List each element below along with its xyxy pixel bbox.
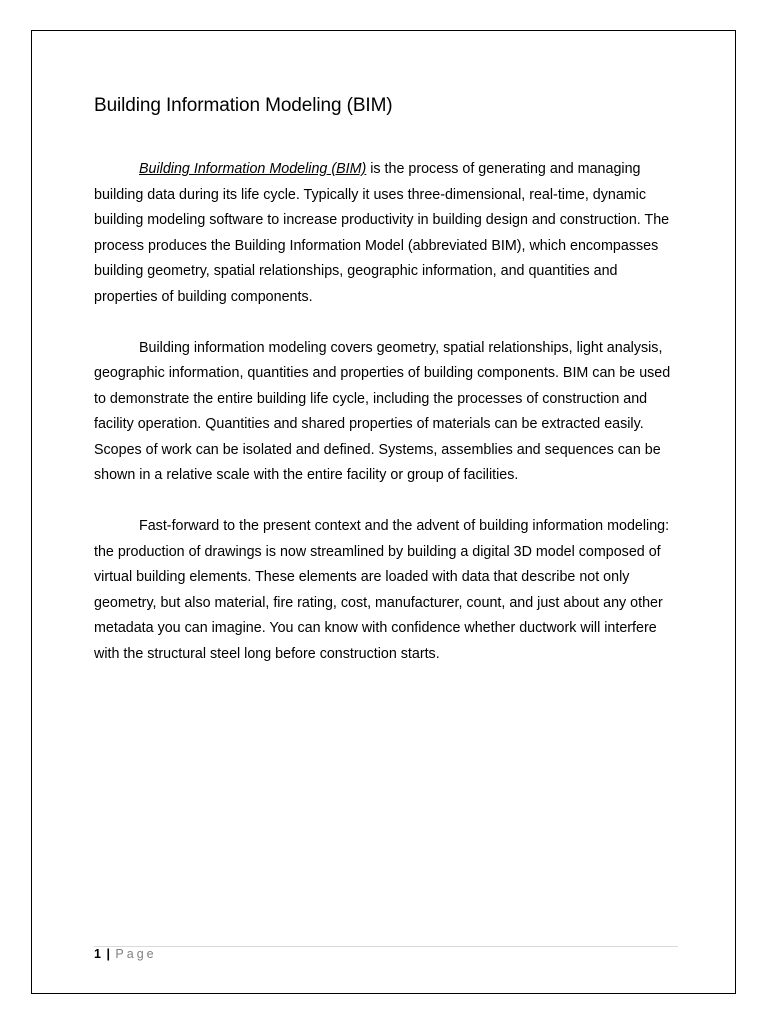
footer-separator: |: [106, 947, 110, 961]
paragraph-3: Fast-forward to the present context and the advent of building information modeling: the production of drawings is now streamlined by building a digital 3D model composed of virtual building elements. These elements are loaded with data that describe not only geometry, but also material, fire rating, cost, manufacturer, count, and just about any other metadata you can imagine. You can know with confidence whether ductwork will interfere with the structural steel long before construction starts.: [94, 518, 670, 662]
paragraph-1-text: is the process of generating and managing building data during its life cycle. Typically it uses three-dimensional, real-time, dynamic building modeling software to increase productivity in building design and construction. The process produces the Building Information Model (abbreviated BIM), which encompasses building geometry, spatial relationships, geographic information, and quantities and properties of building components.: [94, 161, 670, 305]
document-heading: Building Information Modeling (BIM): [94, 95, 393, 116]
paragraph-1: [94, 157, 684, 310]
page-footer: [94, 947, 157, 961]
page-frame: [31, 30, 736, 994]
document-body: [94, 157, 684, 693]
page-number: 1: [94, 947, 101, 961]
paragraph-2: Building information modeling covers geometry, spatial relationships, light analysis, geographic information, quantities and properties of building components. BIM can be used to demonstrate the entire building life cycle, including the processes of construction and facility operation. Quantities and shared properties of materials can be extracted easily. Scopes of work can be isolated and defined. Systems, assemblies and sequences can be shown in a relative scale with the entire facility or group of facilities.: [94, 339, 671, 483]
footer-divider: [94, 946, 678, 947]
bim-link[interactable]: Building Information Modeling (BIM): [139, 161, 367, 177]
page-label: Page: [115, 947, 157, 961]
